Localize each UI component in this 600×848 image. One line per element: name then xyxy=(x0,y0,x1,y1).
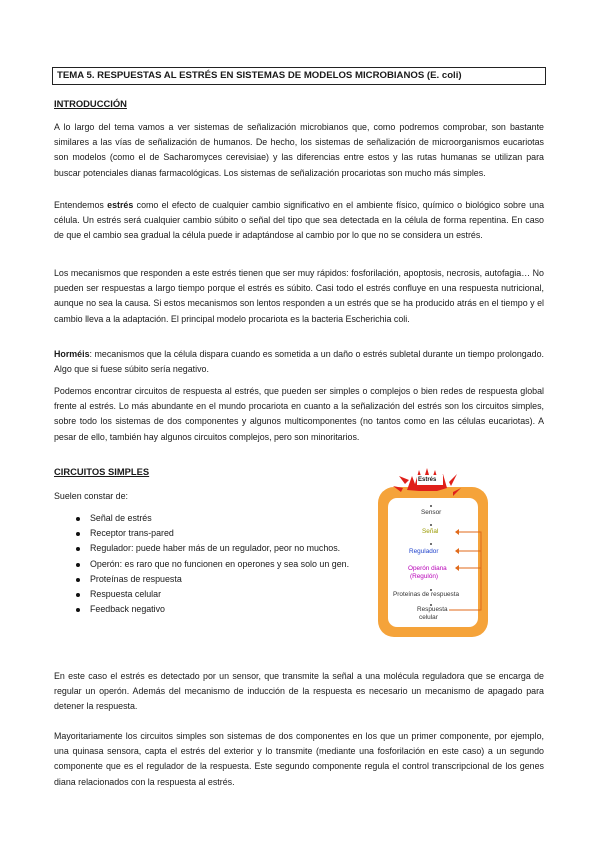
simple-circuits-heading: CIRCUITOS SIMPLES xyxy=(54,466,150,477)
regulator-label: Regulador xyxy=(409,548,439,555)
operon-label: Operón diana xyxy=(408,565,447,572)
list-item: Receptor trans-pared xyxy=(74,526,364,541)
circuits-overview-paragraph: Podemos encontrar circuitos de respuesta al estrés, que pueden ser simples o complejos o bien redes de respuesta global frente al estrés. Lo más abundante en el mundo procariota en cuanto a la señalización del estrés son los circuitos simples, sobre todo los sistemas de dos componentes y algunos multicomponentes (no tantos como en las células eucariotas). A pesar de ello, también hay algunos circuitos complejos, pero son minoritarios. xyxy=(54,386,544,442)
stress-definition-paragraph xyxy=(54,198,544,244)
document-title: TEMA 5. RESPUESTAS AL ESTRÉS EN SISTEMAS DE MODELOS MICROBIANOS (E. coli) xyxy=(52,67,546,85)
list-item: Respuesta celular xyxy=(74,587,364,602)
stress-term: estrés xyxy=(107,200,134,210)
mechanisms-paragraph: Los mecanismos que responden a este estrés tienen que ser muy rápidos: fosforilación, apoptosis, necrosis, autofagia… No pueden ser respuestas a largo tiempo porque el estrés es súbito. Casi todo el estrés confluye en una respuesta nutricional, aunque no sea la causa. Si estos mecanismos son lentos responden a un estrés que se ha producido atrás en el tiempo y el cambio lleva a la adaptación. El principal modelo procariota es la bacteria Escherichia coli. xyxy=(54,268,544,324)
sensor-label: Sensor xyxy=(421,509,442,516)
simple-circuit-diagram xyxy=(375,462,500,640)
list-item: Feedback negativo xyxy=(74,602,364,617)
intro-heading: INTRODUCCIÓN xyxy=(54,98,127,109)
stress-definition-lead: Entendemos xyxy=(54,200,108,210)
intro-paragraph-1: A lo largo del tema vamos a ver sistemas de señalización microbianos que, como podremos comprobar, son bastante similares a las vías de señalización de humanos. De hecho, los sistemas de señalización de microorganismos eucariotas son modelos (como el de Sacharomyces cerevisiae) y las diferencias entre estos y las rutas humanas se utilizan para buscar potenciales dianas farmacológicas. Los sistemas de señalización procariotas son mucho más simples. xyxy=(54,122,544,178)
list-item: Operón: es raro que no funcionen en operones y sea solo un gen. xyxy=(74,557,364,572)
list-item: Señal de estrés xyxy=(74,511,364,526)
list-item: Proteínas de respuesta xyxy=(74,572,364,587)
regulon-label: (Regulón) xyxy=(410,573,439,580)
list-item: Regulador: puede haber más de un regulador, peor no muchos. xyxy=(74,541,364,556)
hormesis-term: Horméis xyxy=(54,349,90,359)
two-component-paragraph: Mayoritariamente los circuitos simples son sistemas de dos componentes en los que un primer componente, por ejemplo, una quinasa sensora, capta el estrés del exterior y lo transmite (mediante una fosforilación en este caso) a un segundo componente que es el regulador de la respuesta. Este segundo componente regula el control transcripcional de los genes diana relacionados con la respuesta al estrés. xyxy=(54,731,544,787)
components-list xyxy=(74,511,364,617)
sensor-explanation-paragraph: En este caso el estrés es detectado por un sensor, que transmite la señal a una molécula reguladora que se encarga de regular un operón. Además del mecanismo de inducción de la respuesta es necesario un mecanismo de apagado para detener la respuesta. xyxy=(54,671,544,712)
response-proteins-label: Proteínas de respuesta xyxy=(393,591,460,598)
hormesis-text: : mecanismos que la célula dispara cuando es sometida a un daño o estrés subletal durante un tiempo prolongado. Algo que si fuese súbito sería negativo. xyxy=(54,349,544,375)
stress-definition-text: como el efecto de cualquier cambio significativo en el ambiente físico, químico o biológico sobre una célula. Un estrés será cualquier cambio súbito o señal del tipo que sea detectada en la célula de forma repentina. En caso de que el cambio sea gradual la célula puede ir adaptándose al cambio por lo que no se considera un estrés. xyxy=(54,200,545,241)
stress-label: Estrés xyxy=(418,477,437,483)
cell-response-label-1: Respuesta xyxy=(417,606,448,613)
hormesis-paragraph xyxy=(54,347,544,377)
cell-response-label-2: celular xyxy=(419,614,438,621)
signal-label: Señal xyxy=(422,528,439,535)
list-intro: Suelen constar de: xyxy=(54,491,129,501)
